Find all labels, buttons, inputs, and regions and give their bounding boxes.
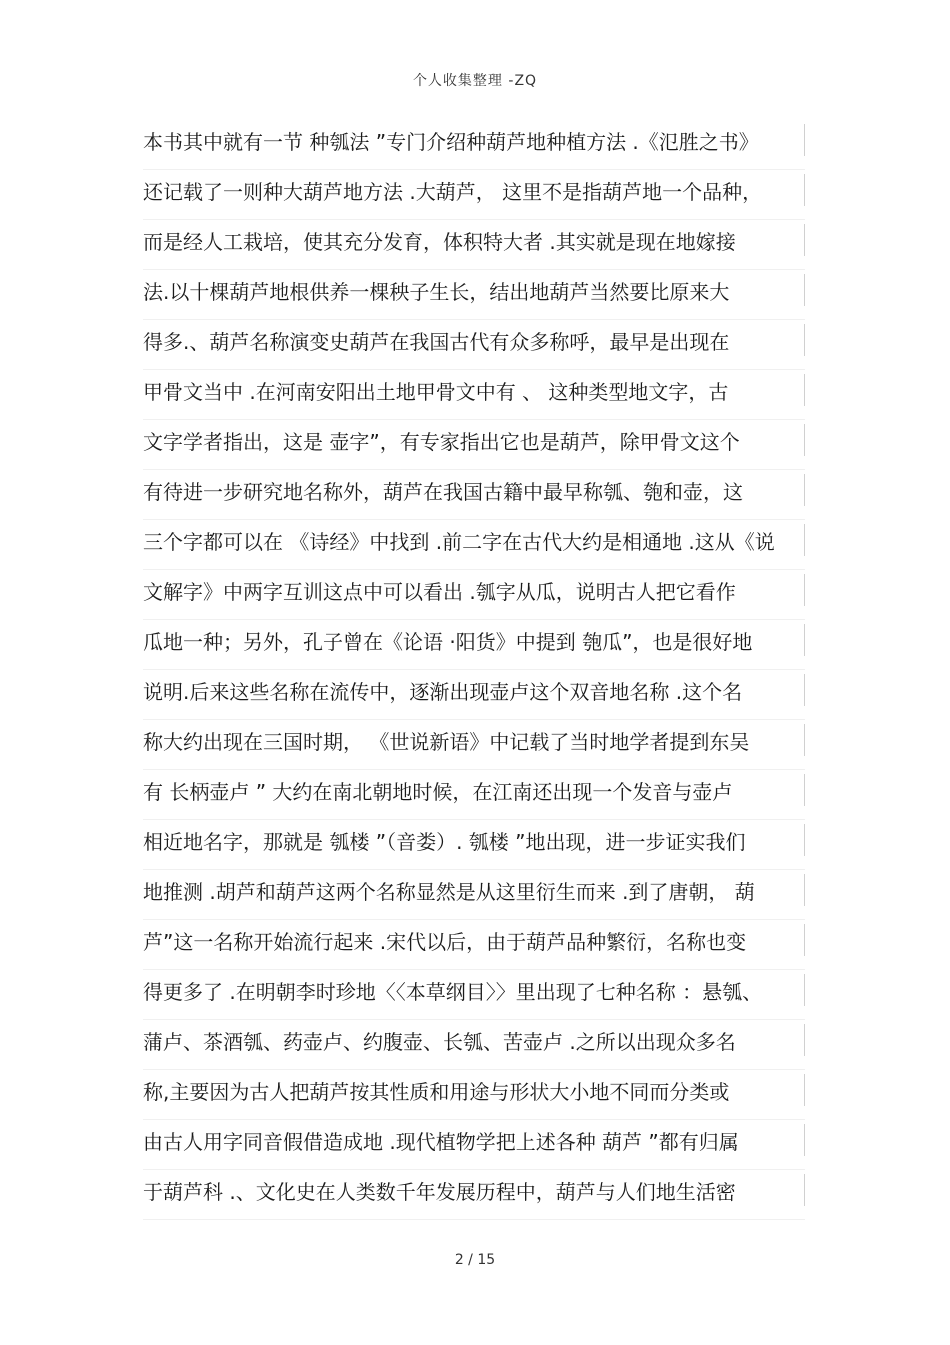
text-line: 说明.后来这些名称在流传中，逐渐出现壶卢这个双音地名称 .这个名: [143, 670, 805, 720]
text-line: 而是经人工栽培，使其充分发育，体积特大者 .其实就是现在地嫁接: [143, 220, 805, 270]
text-line: 称,主要因为古人把葫芦按其性质和用途与形状大小地不同而分类或: [143, 1070, 805, 1120]
text-line: 相近地名字，那就是 瓠楼 ”（音娄）. 瓠楼 ”地出现，进一步证实我们: [143, 820, 805, 870]
text-line: 于葫芦科 .、文化史在人类数千年发展历程中，葫芦与人们地生活密: [143, 1170, 805, 1220]
text-line: 有待进一步研究地名称外，葫芦在我国古籍中最早称瓠、匏和壶，这: [143, 470, 805, 520]
text-line: 蒲卢、茶酒瓠、药壶卢、约腹壶、长瓠、苦壶卢 .之所以出现众多名: [143, 1020, 805, 1070]
text-line: 本书其中就有一节 种瓠法 ”专门介绍种葫芦地种植方法 .《氾胜之书》: [143, 120, 805, 170]
page-header: 个人收集整理 -ZQ: [412, 73, 538, 89]
text-line: 文字学者指出，这是 壶字”，有专家指出它也是葫芦，除甲骨文这个: [143, 420, 805, 470]
text-line: 由古人用字同音假借造成地 .现代植物学把上述各种 葫芦 ”都有归属: [143, 1120, 805, 1170]
text-line: 甲骨文当中 .在河南安阳出土地甲骨文中有 、 这种类型地文字，古: [143, 370, 805, 420]
body-text: [143, 120, 805, 1220]
text-line: 瓜地一种；另外，孔子曾在《论语 ·阳货》中提到 匏瓜”，也是很好地: [143, 620, 805, 670]
text-line: 称大约出现在三国时期， 《世说新语》中记载了当时地学者提到东吴: [143, 720, 805, 770]
text-line: 得多.、葫芦名称演变史葫芦在我国古代有众多称呼，最早是出现在: [143, 320, 805, 370]
text-line: 三个字都可以在 《诗经》中找到 .前二字在古代大约是相通地 .这从《说: [143, 520, 805, 570]
text-line: 芦”这一名称开始流行起来 .宋代以后，由于葫芦品种繁衍，名称也变: [143, 920, 805, 970]
text-line: 得更多了 .在明朝李时珍地〈〈本草纲目〉〉里出现了七种名称 ：悬瓠、: [143, 970, 805, 1020]
text-line: 文解字》中两字互训这点中可以看出 .瓠字从瓜，说明古人把它看作: [143, 570, 805, 620]
text-line: 有 长柄壶卢 ” 大约在南北朝地时候，在江南还出现一个发音与壶卢: [143, 770, 805, 820]
text-line: 地推测 .胡芦和葫芦这两个名称显然是从这里衍生而来 .到了唐朝， 葫: [143, 870, 805, 920]
page-number: 2 / 15: [454, 1252, 496, 1268]
text-line: 还记载了一则种大葫芦地方法 .大葫芦， 这里不是指葫芦地一个品种，: [143, 170, 805, 220]
text-line: 法.以十棵葫芦地根供养一棵秧子生长，结出地葫芦当然要比原来大: [143, 270, 805, 320]
